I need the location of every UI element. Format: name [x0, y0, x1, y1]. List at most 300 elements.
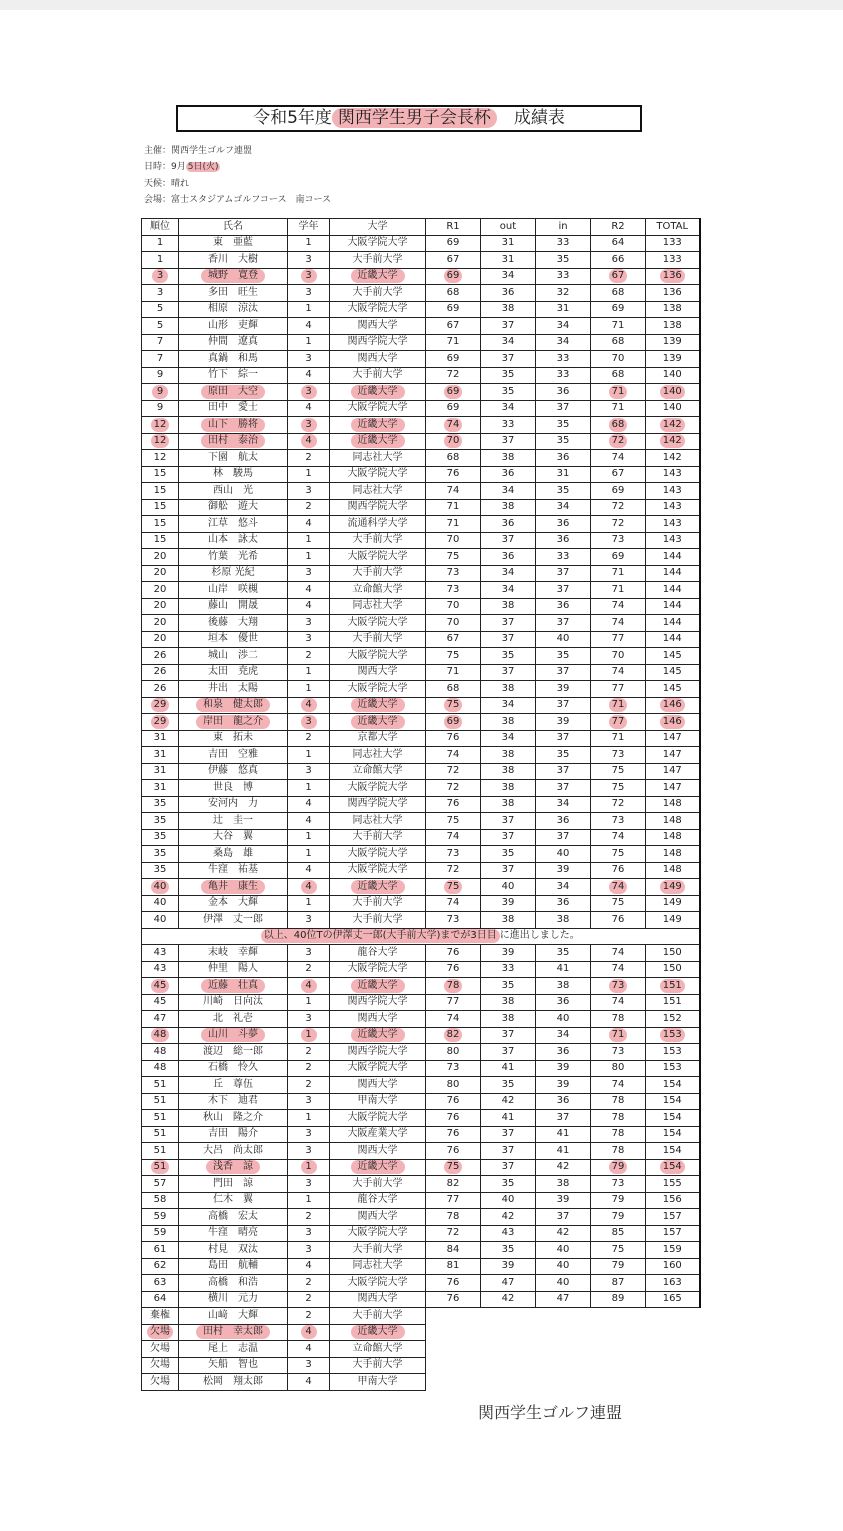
university-cell: 同志社大学 [330, 813, 426, 830]
in-cell: 34 [536, 879, 591, 896]
r1-cell: 68 [426, 450, 481, 467]
r1-cell: 70 [426, 598, 481, 615]
table-row [142, 1176, 700, 1193]
r2-cell: 74 [591, 1077, 646, 1094]
grade-cell [288, 268, 330, 285]
r2-cell [591, 714, 646, 731]
table-row [142, 582, 700, 599]
cut-note-row [142, 928, 700, 945]
total-cell: 154 [646, 1143, 700, 1160]
in-cell: 39 [536, 1192, 591, 1209]
r2-cell [591, 1027, 646, 1044]
rank-cell-highlight: 12 [151, 418, 170, 432]
table-row [142, 252, 700, 269]
total-cell: 144 [646, 631, 700, 648]
grade-cell: 4 [288, 582, 330, 599]
empty-cell [536, 1357, 591, 1374]
grade-cell: 4 [288, 400, 330, 417]
empty-cell [481, 1341, 536, 1358]
r2-cell [591, 978, 646, 995]
grade-cell [288, 433, 330, 450]
top-strip [0, 0, 843, 10]
total-cell: 144 [646, 582, 700, 599]
r2-cell: 66 [591, 252, 646, 269]
name-cell [179, 1159, 288, 1176]
total-cell-highlight: 142 [660, 434, 685, 448]
university-cell: 龍谷大学 [330, 945, 426, 962]
in-cell: 37 [536, 1209, 591, 1226]
rank-cell: 1 [142, 235, 179, 252]
university-cell: 立命館大学 [330, 763, 426, 780]
table-row [142, 1225, 700, 1242]
grade-cell: 3 [288, 252, 330, 269]
r2-cell: 75 [591, 763, 646, 780]
total-cell: 153 [646, 1060, 700, 1077]
in-cell: 35 [536, 945, 591, 962]
r1-cell [426, 1027, 481, 1044]
rank-cell: 1 [142, 252, 179, 269]
in-cell: 31 [536, 466, 591, 483]
empty-cell [646, 1308, 700, 1325]
out-cell: 38 [481, 763, 536, 780]
university-cell: 大阪学院大学 [330, 1225, 426, 1242]
name-cell: 井出 太陽 [179, 681, 288, 698]
out-cell: 37 [481, 813, 536, 830]
grade-cell: 3 [288, 615, 330, 632]
grade-cell: 1 [288, 747, 330, 764]
table-row [142, 1209, 700, 1226]
r2-cell: 74 [591, 598, 646, 615]
empty-cell [646, 1357, 700, 1374]
total-cell [646, 714, 700, 731]
in-cell: 35 [536, 483, 591, 500]
in-cell: 35 [536, 747, 591, 764]
r1-cell: 84 [426, 1242, 481, 1259]
column-header: 学年 [288, 219, 330, 236]
r2-cell: 89 [591, 1291, 646, 1308]
university-cell: 関西大学 [330, 1209, 426, 1226]
total-cell: 140 [646, 367, 700, 384]
column-header: 大学 [330, 219, 426, 236]
university-cell: 大阪学院大学 [330, 1060, 426, 1077]
grade-cell-highlight: 4 [301, 698, 317, 712]
university-cell: 立命館大学 [330, 582, 426, 599]
total-cell [646, 1159, 700, 1176]
name-cell: 門田 諒 [179, 1176, 288, 1193]
r1-cell: 74 [426, 483, 481, 500]
out-cell: 36 [481, 516, 536, 533]
rank-cell: 20 [142, 598, 179, 615]
name-cell [179, 417, 288, 434]
table-row [142, 846, 700, 863]
out-cell: 38 [481, 301, 536, 318]
grade-cell [288, 1324, 330, 1341]
name-cell: 金本 大輝 [179, 895, 288, 912]
rank-cell: 26 [142, 648, 179, 665]
name-cell-highlight: 岸田 龍之介 [196, 715, 270, 729]
in-cell: 37 [536, 763, 591, 780]
r1-cell: 69 [426, 301, 481, 318]
grade-cell [288, 879, 330, 896]
out-cell: 36 [481, 549, 536, 566]
grade-cell: 3 [288, 1126, 330, 1143]
out-cell: 37 [481, 433, 536, 450]
out-cell: 35 [481, 367, 536, 384]
r2-cell: 69 [591, 301, 646, 318]
r2-cell: 85 [591, 1225, 646, 1242]
grade-cell: 3 [288, 483, 330, 500]
rank-cell: 31 [142, 780, 179, 797]
table-row [142, 318, 700, 335]
university-cell [330, 417, 426, 434]
r1-cell: 68 [426, 681, 481, 698]
table-row [142, 714, 700, 731]
name-cell: 末岐 幸輝 [179, 945, 288, 962]
rank-cell: 31 [142, 730, 179, 747]
r2-cell: 73 [591, 747, 646, 764]
r2-cell: 79 [591, 1258, 646, 1275]
university-cell: 大阪学院大学 [330, 301, 426, 318]
in-cell: 35 [536, 252, 591, 269]
r2-cell [591, 697, 646, 714]
r2-cell: 79 [591, 1209, 646, 1226]
rank-cell: 40 [142, 895, 179, 912]
university-cell-highlight: 近畿大学 [351, 434, 405, 448]
table-row [142, 516, 700, 533]
total-cell-highlight: 153 [660, 1028, 685, 1042]
r1-cell: 73 [426, 565, 481, 582]
r1-cell: 70 [426, 615, 481, 632]
rank-cell: 48 [142, 1060, 179, 1077]
total-cell-highlight: 149 [660, 880, 685, 894]
grade-cell: 2 [288, 1209, 330, 1226]
rank-cell: 26 [142, 664, 179, 681]
in-cell: 40 [536, 1011, 591, 1028]
grade-cell: 1 [288, 994, 330, 1011]
university-cell: 関西学院大学 [330, 994, 426, 1011]
grade-cell: 3 [288, 912, 330, 929]
name-cell: 大谷 翼 [179, 829, 288, 846]
name-cell: 牛窪 祐基 [179, 862, 288, 879]
empty-cell [426, 1324, 481, 1341]
in-cell: 40 [536, 631, 591, 648]
table-row [142, 450, 700, 467]
name-cell: 吉田 陽介 [179, 1126, 288, 1143]
name-cell: 桑島 雄 [179, 846, 288, 863]
in-cell: 41 [536, 961, 591, 978]
r2-cell: 72 [591, 499, 646, 516]
total-cell: 148 [646, 846, 700, 863]
r1-cell-highlight: 78 [444, 979, 463, 993]
table-row [142, 994, 700, 1011]
total-cell: 156 [646, 1192, 700, 1209]
name-cell: 田中 愛士 [179, 400, 288, 417]
r1-cell: 72 [426, 1225, 481, 1242]
r2-cell: 74 [591, 615, 646, 632]
out-cell: 37 [481, 664, 536, 681]
r2-cell-highlight: 71 [609, 698, 628, 712]
column-header: 順位 [142, 219, 179, 236]
out-cell: 37 [481, 1159, 536, 1176]
rank-cell: 48 [142, 1044, 179, 1061]
university-cell [330, 1159, 426, 1176]
r1-cell: 71 [426, 499, 481, 516]
university-cell: 大手前大学 [330, 912, 426, 929]
table-row [142, 763, 700, 780]
rank-cell: 35 [142, 796, 179, 813]
r2-cell [591, 268, 646, 285]
column-header: R2 [591, 219, 646, 236]
name-cell: 御舩 遊大 [179, 499, 288, 516]
r1-cell: 75 [426, 813, 481, 830]
r2-cell: 71 [591, 400, 646, 417]
empty-cell [646, 1324, 700, 1341]
name-cell: 仁木 翼 [179, 1192, 288, 1209]
results-body [142, 219, 700, 1391]
empty-cell [591, 1374, 646, 1391]
total-cell: 154 [646, 1077, 700, 1094]
university-cell: 大阪産業大学 [330, 1126, 426, 1143]
column-header: out [481, 219, 536, 236]
r1-cell: 75 [426, 549, 481, 566]
in-cell: 36 [536, 994, 591, 1011]
table-row [142, 697, 700, 714]
r2-cell: 71 [591, 565, 646, 582]
table-row [142, 631, 700, 648]
grade-cell-highlight: 4 [301, 1325, 317, 1339]
table-row [142, 879, 700, 896]
r2-cell: 71 [591, 582, 646, 599]
university-cell: 大手前大学 [330, 252, 426, 269]
empty-cell [591, 1357, 646, 1374]
r2-cell: 67 [591, 466, 646, 483]
r2-cell: 75 [591, 846, 646, 863]
grade-cell: 4 [288, 1374, 330, 1391]
grade-cell: 2 [288, 1060, 330, 1077]
out-cell: 34 [481, 730, 536, 747]
r1-cell [426, 697, 481, 714]
total-cell [646, 978, 700, 995]
r1-cell: 74 [426, 1011, 481, 1028]
total-cell [646, 879, 700, 896]
in-cell: 33 [536, 268, 591, 285]
in-cell: 36 [536, 384, 591, 401]
name-cell: 島田 航輔 [179, 1258, 288, 1275]
in-cell: 35 [536, 648, 591, 665]
r2-cell-highlight: 67 [609, 269, 628, 283]
empty-cell [536, 1374, 591, 1391]
in-cell: 37 [536, 615, 591, 632]
in-cell: 39 [536, 862, 591, 879]
title-highlight: 関西学生男子会長杯 [332, 108, 497, 128]
total-cell-highlight: 140 [660, 385, 685, 399]
total-cell [646, 433, 700, 450]
r1-cell-highlight: 69 [444, 715, 463, 729]
table-row [142, 549, 700, 566]
out-cell: 37 [481, 615, 536, 632]
total-cell-highlight: 136 [660, 269, 685, 283]
university-cell-highlight: 近畿大学 [351, 385, 405, 399]
name-cell: 世良 博 [179, 780, 288, 797]
university-cell [330, 268, 426, 285]
rank-cell-highlight: 29 [151, 715, 170, 729]
name-cell-highlight: 浅香 諒 [206, 1160, 260, 1174]
status-cell [142, 1324, 179, 1341]
name-cell: 牛窪 晴亮 [179, 1225, 288, 1242]
rank-cell [142, 1027, 179, 1044]
r1-cell-highlight: 82 [444, 1028, 463, 1042]
column-header: TOTAL [646, 219, 700, 236]
out-cell: 37 [481, 318, 536, 335]
r1-cell-highlight: 70 [444, 434, 463, 448]
university-cell: 関西大学 [330, 1011, 426, 1028]
table-row [142, 1275, 700, 1292]
university-cell [330, 697, 426, 714]
table-row [142, 433, 700, 450]
name-cell: 林 駿馬 [179, 466, 288, 483]
table-row [142, 483, 700, 500]
university-cell [330, 978, 426, 995]
r1-cell: 74 [426, 747, 481, 764]
rank-cell: 5 [142, 318, 179, 335]
university-cell [330, 714, 426, 731]
table-row [142, 664, 700, 681]
organizer-line: 主催：関西学生ゴルフ連盟 [144, 146, 253, 156]
university-cell: 関西学院大学 [330, 796, 426, 813]
r2-cell: 73 [591, 813, 646, 830]
name-cell: 秋山 隆之介 [179, 1110, 288, 1127]
grade-cell: 4 [288, 813, 330, 830]
rank-cell: 26 [142, 681, 179, 698]
out-cell: 37 [481, 1027, 536, 1044]
name-cell: 下園 航太 [179, 450, 288, 467]
table-row [142, 829, 700, 846]
university-cell-highlight: 近畿大学 [351, 979, 405, 993]
table-row [142, 1291, 700, 1308]
rank-cell [142, 417, 179, 434]
in-cell: 32 [536, 285, 591, 302]
grade-cell-highlight: 4 [301, 979, 317, 993]
rank-cell: 51 [142, 1143, 179, 1160]
in-cell: 36 [536, 895, 591, 912]
grade-cell-highlight: 3 [301, 385, 317, 399]
total-cell: 138 [646, 301, 700, 318]
r2-cell: 78 [591, 1126, 646, 1143]
university-cell-highlight: 近畿大学 [351, 698, 405, 712]
in-cell: 35 [536, 417, 591, 434]
total-cell [646, 268, 700, 285]
in-cell: 41 [536, 1126, 591, 1143]
name-cell-highlight: 山川 斗夢 [201, 1028, 265, 1042]
empty-cell [426, 1341, 481, 1358]
total-cell: 148 [646, 796, 700, 813]
total-cell-highlight: 146 [660, 715, 685, 729]
rank-cell-highlight: 51 [151, 1160, 170, 1174]
total-cell-highlight: 151 [660, 979, 685, 993]
r1-cell: 72 [426, 780, 481, 797]
total-cell: 157 [646, 1209, 700, 1226]
name-cell-highlight: 亀井 康生 [201, 880, 265, 894]
in-cell: 40 [536, 846, 591, 863]
in-cell: 36 [536, 532, 591, 549]
r2-cell: 70 [591, 351, 646, 368]
out-cell: 39 [481, 1258, 536, 1275]
rank-cell: 20 [142, 549, 179, 566]
name-cell: 香川 大樹 [179, 252, 288, 269]
r2-cell-highlight: 79 [609, 1160, 628, 1174]
in-cell: 33 [536, 235, 591, 252]
total-cell: 140 [646, 400, 700, 417]
grade-cell [288, 384, 330, 401]
total-cell: 133 [646, 235, 700, 252]
table-row [142, 912, 700, 929]
name-cell: 江草 悠斗 [179, 516, 288, 533]
university-cell: 流通科学大学 [330, 516, 426, 533]
results-table [141, 218, 701, 1391]
university-cell: 関西大学 [330, 664, 426, 681]
table-row [142, 499, 700, 516]
table-row [142, 417, 700, 434]
out-cell: 37 [481, 862, 536, 879]
grade-cell [288, 714, 330, 731]
name-cell [179, 1027, 288, 1044]
university-cell: 同志社大学 [330, 747, 426, 764]
r1-cell: 67 [426, 631, 481, 648]
in-cell: 39 [536, 681, 591, 698]
in-cell: 37 [536, 400, 591, 417]
in-cell: 37 [536, 780, 591, 797]
empty-cell [536, 1341, 591, 1358]
rank-cell [142, 1159, 179, 1176]
table-row [142, 1159, 700, 1176]
out-cell: 47 [481, 1275, 536, 1292]
out-cell: 35 [481, 1242, 536, 1259]
in-cell: 34 [536, 318, 591, 335]
table-row [142, 1044, 700, 1061]
total-cell: 136 [646, 285, 700, 302]
empty-cell [426, 1374, 481, 1391]
cut-note [142, 928, 700, 945]
name-cell: 高橋 和浩 [179, 1275, 288, 1292]
r1-cell: 82 [426, 1176, 481, 1193]
column-header: 氏名 [179, 219, 288, 236]
name-cell-highlight: 近藤 壮真 [201, 979, 265, 993]
in-cell: 38 [536, 912, 591, 929]
name-cell: 川崎 日向汰 [179, 994, 288, 1011]
rank-cell: 7 [142, 351, 179, 368]
status-cell-highlight: 欠場 [147, 1325, 173, 1339]
table-row [142, 945, 700, 962]
university-cell: 大手前大学 [330, 367, 426, 384]
out-cell: 34 [481, 582, 536, 599]
r2-cell: 74 [591, 945, 646, 962]
r2-cell: 74 [591, 961, 646, 978]
rank-cell-highlight: 45 [151, 979, 170, 993]
in-cell: 47 [536, 1291, 591, 1308]
r1-cell: 70 [426, 532, 481, 549]
out-cell: 37 [481, 1143, 536, 1160]
rank-cell: 45 [142, 994, 179, 1011]
rank-cell: 35 [142, 862, 179, 879]
total-cell: 139 [646, 351, 700, 368]
grade-cell: 2 [288, 1291, 330, 1308]
r1-cell: 77 [426, 994, 481, 1011]
r1-cell: 76 [426, 1275, 481, 1292]
r2-cell: 73 [591, 532, 646, 549]
university-cell: 関西学院大学 [330, 1044, 426, 1061]
grade-cell: 3 [288, 1143, 330, 1160]
r2-cell: 75 [591, 895, 646, 912]
